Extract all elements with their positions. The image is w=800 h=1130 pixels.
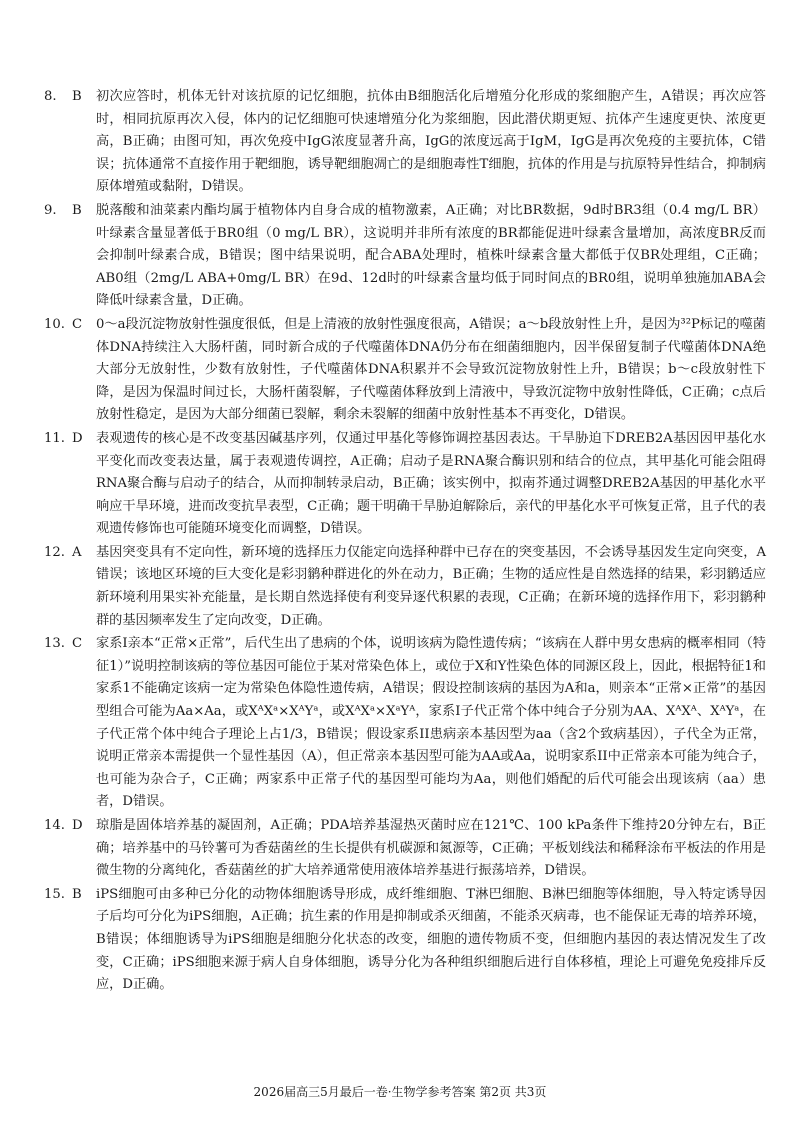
- answer-item-10: [44, 314, 766, 427]
- answer-item-12: [44, 542, 766, 632]
- answer-letter: D: [72, 430, 83, 446]
- answer-item-13: [44, 633, 766, 814]
- answer-letter: C: [72, 316, 83, 332]
- question-number: 11.: [44, 430, 65, 446]
- answer-letter: B: [72, 202, 82, 218]
- question-number: 15.: [44, 886, 65, 902]
- explanation-text: 家系I亲本“正常×正常”，后代生出了患病的个体，说明该病为隐性遗传病；“该病在人群中男女患病的概率相同（特征1）”说明控制该病的等位基因可能位于某对常染色体上，或位于X和Y性染色体的同源区段上，因此，根据特征1和家系1不能确定该病一定为常染色体隐性遗传病，A错误；假设控制该病的基因为A和a，则亲本“正常×正常”的基因型组合可能为Aa×Aa，或XᴬXᵃ×XᴬYᵃ，或XᴬXᵃ×XᵃYᴬ，家系I子代正常个体中纯合子分别为AA、XᴬXᴬ、XᴬYᵃ，在子代正常个体中纯合子理论上占1/3，B错误；假设家系II患病亲本基因型为aa（含2个致病基因），子代全为正常，说明正常亲本需提供一个显性基因（A），但正常亲本基因型可能为AA或Aa，说明家系II中正常亲本可能为纯合子，也可能为杂合子，C正确；两家系中正常子代的基因型可能均为Aa，则他们婚配的后代可能会出现该病（aa）患者，D错误。: [96, 636, 766, 810]
- answer-letter: B: [72, 89, 82, 104]
- answer-letter: D: [72, 818, 83, 833]
- explanation-text: iPS细胞可由多种已分化的动物体细胞诱导形成，成纤维细胞、T淋巴细胞、B淋巴细胞等体细胞，导入特定诱导因子后均可分化为iPS细胞，A正确；抗生素的作用是抑制或杀灭细菌，不能杀灭病毒，也不能保证无毒的培养环境，B错误；体细胞诱导为iPS细胞是细胞分化状态的改变，细胞的遗传物质不变，但细胞内基因的表达情况发生了改变，C正确；iPS细胞来源于病人自身体细胞，诱导分化为各种组织细胞后进行自体移植，理论上可避免免疫排斥反应，D正确。: [96, 886, 766, 993]
- answer-letter: C: [72, 636, 83, 652]
- answer-list: [44, 86, 766, 998]
- explanation-text: 脱落酸和油菜素内酯均属于植物体内自身合成的植物激素，A正确；对比BR数据，9d时BR3组（0.4 mg/L BR）叶绿素含量显著低于BR0组（0 mg/L BR），这说明并非所有浓度的BR都能促进叶绿素含量增加，高浓度BR反而会抑制叶绿素合成，B错误；图中结果说明，配合ABA处理时，植株叶绿素含量大都低于仅BR处理组，C正确；AB0组（2mg/L ABA+0mg/L BR）在9d、12d时的叶绿素含量均低于同时间点的BR0组，说明单独施加ABA会降低叶绿素含量，D正确。: [96, 202, 766, 309]
- explanation-text: 初次应答时，机体无针对该抗原的记忆细胞，抗体由B细胞活化后增殖分化形成的浆细胞产生，A错误；再次应答时，相同抗原再次入侵，体内的记忆细胞可快速增殖分化为浆细胞，因此潜伏期更短、抗体产生速度更快、浓度更高，B正确；由图可知，再次免疫中IgG浓度显著升高，IgG的浓度远高于IgM，IgG是再次免疫的主要抗体，C错误；抗体通常不直接作用于靶细胞，诱导靶细胞凋亡的是细胞毒性T细胞，抗体的作用是与抗原特异性结合，抑制病原体增殖或黏附，D错误。: [96, 89, 766, 195]
- answer-item-14: [44, 815, 766, 883]
- explanation-text: 0～a段沉淀物放射性强度很低，但是上清液的放射性强度很高，A错误；a～b段放射性上升，是因为³²P标记的噬菌体DNA持续注入大肠杆菌，同时新合成的子代噬菌体DNA仍分布在细菌细胞内，因半保留复制子代噬菌体DNA绝大部分无放射性，少数有放射性，子代噬菌体DNA积累并不会导致沉淀物放射性上升，B错误；b～c段放射性下降，是因为保温时间过长，大肠杆菌裂解，子代噬菌体释放到上清液中，导致沉淀物中放射性降低，C正确；c点后放射性稳定，是因为大部分细菌已裂解，剩余未裂解的细菌中放射性基本不再变化，D错误。: [96, 316, 766, 423]
- page-footer: 2026届高三5月最后一卷·生物学参考答案 第2页 共3页: [253, 1085, 547, 1099]
- explanation-text: 基因突变具有不定向性，新环境的选择压力仅能定向选择种群中已存在的突变基因，不会诱导基因发生定向突变，A错误；该地区环境的巨大变化是彩羽鹟种群进化的外在动力，B正确；生物的适应性是自然选择的结果，彩羽鹟适应新环境利用果实补充能量，是长期自然选择使有利变异逐代积累的表现，C正确；在新环境的选择作用下，彩羽鹟种群的基因频率发生了定向改变，D正确。: [96, 544, 766, 628]
- explanation-text: 表观遗传的核心是不改变基因碱基序列，仅通过甲基化等修饰调控基因表达。干旱胁迫下DREB2A基因因甲基化水平变化而改变表达量，属于表观遗传调控，A正确；启动子是RNA聚合酶识别和结合的位点，其甲基化可能会阻碍RNA聚合酶与启动子的结合，从而抑制转录启动，B正确；该实例中，拟南芥通过调整DREB2A基因的甲基化水平响应干旱环境，进而改变抗旱表型，C正确；题干明确干旱胁迫解除后，亲代的甲基化水平可恢复正常，且子代的表观遗传修饰也可能随环境变化而调整，D错误。: [96, 430, 766, 537]
- answer-item-9: [44, 200, 766, 313]
- question-number: 14.: [44, 818, 65, 833]
- answer-item-8: [44, 86, 766, 199]
- question-number: 10.: [44, 316, 65, 332]
- question-number: 9.: [44, 202, 57, 218]
- answer-letter: B: [72, 886, 82, 902]
- question-number: 8.: [44, 89, 57, 104]
- answer-item-11: [44, 428, 766, 541]
- answer-item-15: [44, 884, 766, 997]
- question-number: 13.: [44, 636, 65, 652]
- answer-letter: A: [72, 544, 82, 560]
- question-number: 12.: [44, 544, 65, 560]
- explanation-text: 琼脂是固体培养基的凝固剂，A正确；PDA培养基湿热灭菌时应在121℃、100 kPa条件下维持20分钟左右，B正确；培养基中的马铃薯可为香菇菌丝的生长提供有机碳源和氮源等，C正确；平板划线法和稀释涂布平板法的作用是微生物的分离纯化，香菇菌丝的扩大培养通常使用液体培养基进行振荡培养，D错误。: [96, 818, 766, 879]
